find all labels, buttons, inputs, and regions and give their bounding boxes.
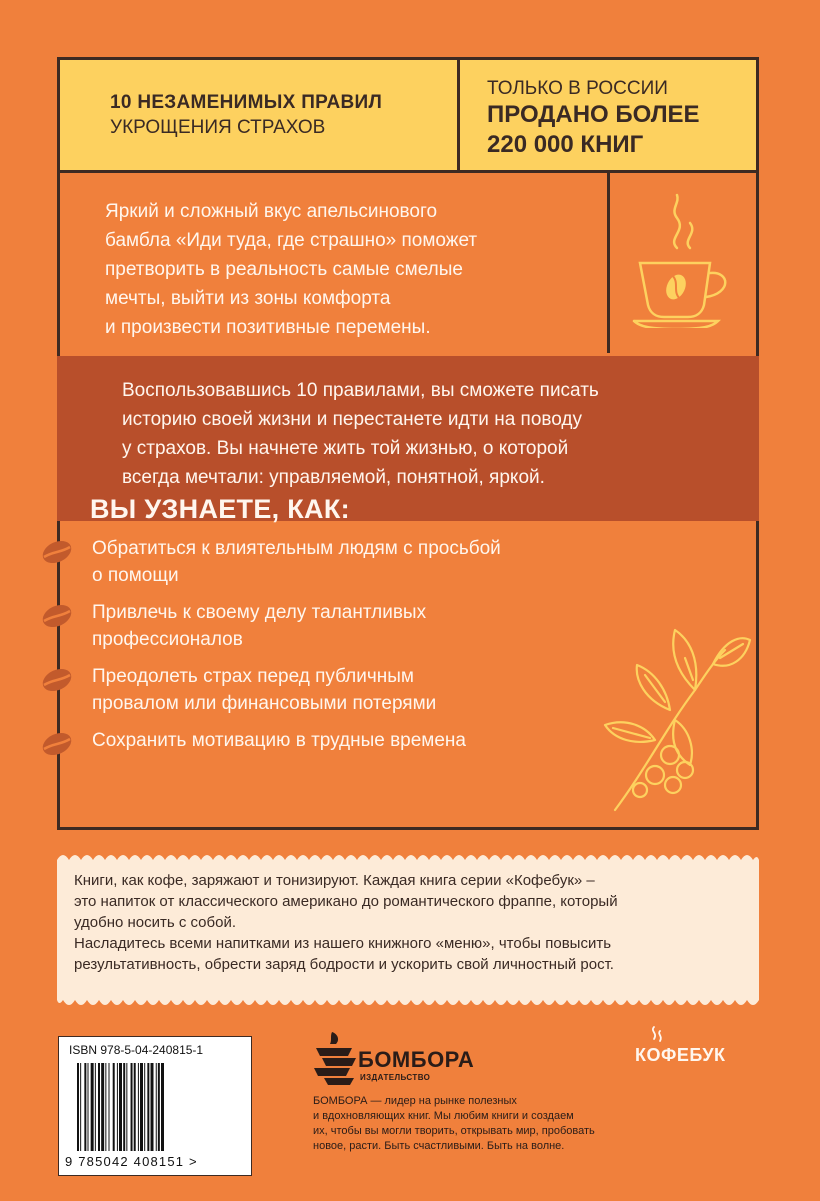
sold-line-2: 220 000 КНИГ <box>487 131 644 158</box>
intro-divider <box>607 173 610 353</box>
barcode-bars <box>77 1063 235 1153</box>
learn-title: ВЫ УЗНАЕТЕ, КАК: <box>90 494 350 524</box>
intro-paragraph <box>105 197 595 342</box>
barcode-bar <box>109 1063 110 1151</box>
intro-line: и произвести позитивные перемены. <box>105 317 431 338</box>
series-note-text <box>74 870 754 975</box>
top-banner <box>60 60 756 173</box>
barcode-bar <box>140 1063 143 1151</box>
coffee-bean-icon <box>40 667 74 693</box>
intro-section <box>60 173 756 353</box>
series-note <box>57 850 759 1010</box>
barcode-bar <box>131 1063 133 1151</box>
coffee-cup-icon <box>632 193 742 328</box>
list-item-line: Преодолеть страх перед публичным <box>92 666 414 687</box>
barcode-bar <box>113 1063 115 1151</box>
barcode-bar <box>101 1063 104 1151</box>
barcode-bar <box>117 1063 118 1151</box>
list-item-line: провалом или финансовыми потерями <box>92 693 437 714</box>
rules-title: 10 НЕЗАМЕНИМЫХ ПРАВИЛ <box>110 92 383 113</box>
barcode-bar <box>147 1063 149 1151</box>
benefit-line: у страхов. Вы начнете жить той жизнью, о которой <box>122 438 569 459</box>
barcode-bar <box>105 1063 106 1151</box>
intro-line: мечты, выйти из зоны комфорта <box>105 288 391 309</box>
barcode-bar <box>138 1063 139 1151</box>
list-item <box>40 599 580 653</box>
list-item-line: профессионалов <box>92 629 243 650</box>
barcode-bar <box>119 1063 122 1151</box>
barcode-bar <box>126 1063 127 1151</box>
barcode-bar <box>98 1063 100 1151</box>
list-item-line: Сохранить мотивацию в трудные времена <box>92 730 466 751</box>
barcode-bar <box>77 1063 79 1151</box>
benefit-line: всегда мечтали: управляемой, понятной, яркой. <box>122 467 545 488</box>
note-line: это напиток от классического американо до романтического фраппе, который <box>74 893 618 910</box>
note-line: Насладитесь всеми напитками из нашего книжного «меню», чтобы повысить <box>74 935 612 952</box>
banner-divider <box>457 60 460 170</box>
barcode-bar <box>158 1063 160 1151</box>
list-item-line: Привлечь к своему делу талантливых <box>92 602 427 623</box>
intro-line: претворить в реальность самые смелые <box>105 259 463 280</box>
barcode-bar <box>123 1063 125 1151</box>
barcode-bar <box>161 1063 164 1151</box>
list-item <box>40 535 580 589</box>
publisher-desc-line: новое, расти. Быть счастливыми. Быть на волне. <box>313 1140 565 1152</box>
coffee-bean-icon <box>40 539 74 565</box>
barcode-bar <box>80 1063 81 1151</box>
intro-line: Яркий и сложный вкус апельсинового <box>105 201 438 222</box>
note-line: удобно носить с собой. <box>74 914 236 931</box>
benefit-line: историю своей жизни и перестанете идти на поводу <box>122 409 583 430</box>
rules-block <box>110 92 382 139</box>
publisher-desc-line: БОМБОРА — лидер на рынке полезных <box>313 1095 517 1107</box>
barcode-bar <box>156 1063 157 1151</box>
barcode-bar <box>144 1063 145 1151</box>
publisher-name: БОМБОРА <box>358 1047 475 1072</box>
sales-block <box>487 78 700 160</box>
series-logo-text: КОФЕБУК <box>635 1045 726 1065</box>
list-item-line: Обратиться к влиятельным людям с просьбой <box>92 538 501 559</box>
rules-subtitle: УКРОЩЕНИЯ СТРАХОВ <box>110 117 326 138</box>
note-line: результативность, обрести заряд бодрости и ускорить свой личностный рост. <box>74 956 614 973</box>
barcode <box>58 1036 252 1176</box>
intro-line: бамбла «Иди туда, где страшно» поможет <box>105 230 478 251</box>
sold-line-1: ПРОДАНО БОЛЕЕ <box>487 101 700 128</box>
benefit-paragraph <box>122 376 722 492</box>
barcode-bar <box>134 1063 136 1151</box>
coffee-branch-icon <box>555 580 755 820</box>
coffee-bean-icon <box>40 731 74 757</box>
list-item <box>40 663 580 717</box>
bombora-logo-icon <box>312 1030 358 1086</box>
publisher-subtitle: ИЗДАТЕЛЬСТВО <box>360 1073 431 1082</box>
barcode-bar <box>95 1063 96 1151</box>
barcode-bar <box>88 1063 89 1151</box>
benefit-line: Воспользовавшись 10 правилами, вы сможете писать <box>122 380 599 401</box>
note-line: Книги, как кофе, заряжают и тонизируют. Каждая книга серии «Кофебук» – <box>74 872 595 889</box>
publisher-desc-line: их, чтобы вы могли творить, открывать мир, пробовать <box>313 1125 595 1137</box>
barcode-bar <box>151 1063 154 1151</box>
barcode-bar <box>91 1063 94 1151</box>
publisher-desc-line: и вдохновляющих книг. Мы любим книги и создаем <box>313 1110 574 1122</box>
barcode-digits: 9 785042 408151 > <box>65 1154 198 1169</box>
list-item-line: о помощи <box>92 565 179 586</box>
isbn-text: ISBN 978-5-04-240815-1 <box>69 1043 204 1057</box>
list-item <box>40 727 580 754</box>
only-russia-text: ТОЛЬКО В РОССИИ <box>487 78 668 99</box>
coffee-bean-icon <box>40 603 74 629</box>
barcode-bar <box>84 1063 86 1151</box>
learn-list <box>40 535 580 764</box>
publisher-description <box>313 1094 663 1154</box>
